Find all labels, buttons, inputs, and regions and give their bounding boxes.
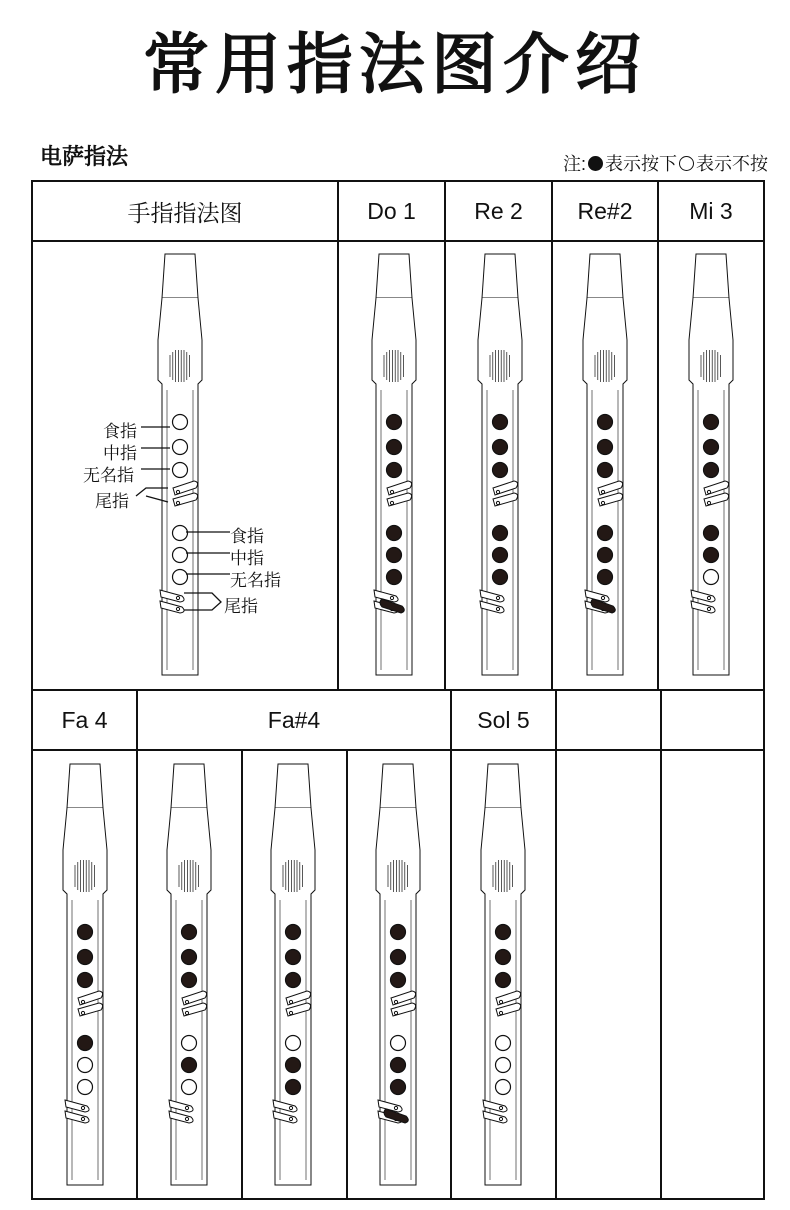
guide-label-upper-ring: 无名指 [83,466,134,485]
header-sol5: Sol 5 [450,689,557,751]
legend-pressed: 表示按下 [605,154,677,174]
section-title: 电萨指法 [40,144,129,169]
legend-released: 表示不按 [696,154,768,174]
guide-label-upper-index: 食指 [103,422,137,441]
page-title: 常用指法图介绍 [143,27,647,101]
guide-label-lower-pinky: 尾指 [224,597,258,616]
header-fa-sharp-4: Fa#4 [136,689,452,751]
header-re2: Re 2 [444,180,553,242]
header-re-sharp-2: Re#2 [551,180,659,242]
header-fa4: Fa 4 [31,689,138,751]
header-mi3: Mi 3 [657,180,765,242]
legend-prefix: 注: [562,154,586,174]
guide-label-lower-index: 食指 [230,527,264,546]
header-finger-guide: 手指指法图 [31,180,339,242]
guide-label-lower-middle: 中指 [230,549,264,568]
guide-label-lower-ring: 无名指 [230,571,281,590]
guide-label-upper-middle: 中指 [103,444,137,463]
guide-label-upper-pinky: 尾指 [95,492,129,511]
header-do1: Do 1 [337,180,446,242]
